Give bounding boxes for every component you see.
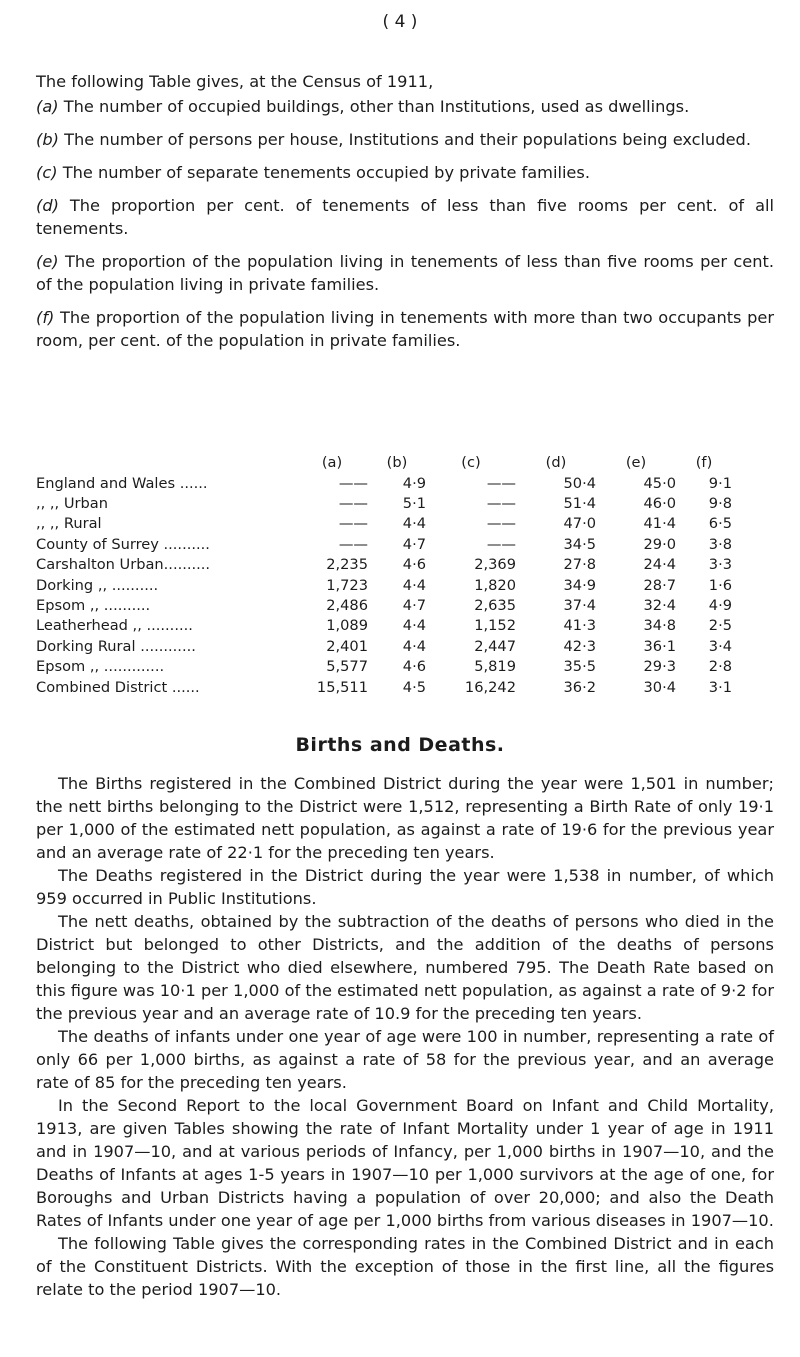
- district-name: Epsom ,, ..........: [36, 597, 151, 615]
- cell-d: 41·3: [563, 617, 596, 635]
- header-b: (b): [386, 453, 408, 471]
- cell-d: 36·2: [563, 678, 596, 696]
- cell-d: 50·4: [563, 474, 596, 492]
- cell-b: 5·1: [402, 495, 426, 513]
- cell-e: 28·7: [643, 576, 676, 594]
- table-header-row: [36, 451, 732, 473]
- cell-c: ——: [486, 515, 516, 533]
- item-text: The number of persons per house, Institutions and their populations being excluded.: [64, 130, 751, 149]
- header-district: [36, 451, 296, 473]
- cell-f: 1·6: [708, 576, 732, 594]
- cell-f: 3·4: [708, 637, 732, 655]
- cell-c: ——: [486, 495, 516, 513]
- cell-e: 32·4: [643, 597, 676, 615]
- cell-c: ——: [486, 535, 516, 553]
- item-a: [36, 95, 774, 118]
- intro-text: The following Table gives, at the Census of 1911,: [36, 72, 434, 91]
- header-e: (e): [625, 453, 647, 471]
- table-row: [36, 534, 732, 554]
- item-label: (c): [36, 163, 58, 182]
- table-row: [36, 473, 732, 493]
- item-d: [36, 194, 774, 240]
- cell-a: 15,511: [316, 678, 368, 696]
- district-name: Dorking Rural ............: [36, 637, 196, 655]
- cell-b: 4·4: [402, 617, 426, 635]
- cell-f: 3·3: [708, 556, 732, 574]
- cell-b: 4·6: [402, 658, 426, 676]
- cell-b: 4·5: [402, 678, 426, 696]
- cell-c: 16,242: [464, 678, 516, 696]
- table-row: [36, 493, 732, 513]
- item-label: (e): [36, 252, 59, 271]
- cell-d: 42·3: [563, 637, 596, 655]
- table-row: [36, 616, 732, 636]
- district-name: Combined District ......: [36, 678, 200, 696]
- paragraph: In the Second Report to the local Government Board on Infant and Child Mortality, 1913, are given Tables showing the rate of Infant Mortality under 1 year of age in 1911 and in 1907—10, and at various periods of Infancy, per 1,000 births in 1907—10, and the Deaths of Infants at ages 1-5 years in 1907—10 per 1,000 survivors at the age of one, for Boroughs and Urban Districts having a population of over 20,000; and also the Death Rates of Infants under one year of age per 1,000 births from various diseases in 1907—10.: [36, 1096, 774, 1230]
- cell-a: 2,235: [326, 556, 368, 574]
- cell-a: ——: [338, 535, 368, 553]
- cell-e: 29·3: [643, 658, 676, 676]
- item-e: [36, 250, 774, 296]
- census-table: [36, 451, 732, 697]
- cell-b: 4·9: [402, 474, 426, 492]
- item-text: The proportion of the population living in tenements with more than two occupants per room, per cent. of the population in private families.: [36, 308, 774, 350]
- cell-b: 4·4: [402, 576, 426, 594]
- cell-e: 34·8: [643, 617, 676, 635]
- cell-d: 27·8: [563, 556, 596, 574]
- cell-c: 2,635: [474, 597, 516, 615]
- header-c: (c): [461, 453, 481, 471]
- item-c: [36, 161, 774, 184]
- item-label: (f): [36, 308, 55, 327]
- cell-e: 24·4: [643, 556, 676, 574]
- cell-c: 5,819: [474, 658, 516, 676]
- cell-d: 37·4: [563, 597, 596, 615]
- cell-c: ——: [486, 474, 516, 492]
- district-name: England and Wales ......: [36, 474, 208, 492]
- item-text: The number of occupied buildings, other than Institutions, used as dwellings.: [63, 97, 690, 116]
- cell-e: 29·0: [643, 535, 676, 553]
- cell-d: 34·5: [563, 535, 596, 553]
- cell-b: 4·4: [402, 515, 426, 533]
- cell-a: ——: [338, 495, 368, 513]
- cell-c: 1,820: [474, 576, 516, 594]
- paragraph: The following Table gives the corresponding rates in the Combined District and in each of the Constituent Districts. With the exception of those in the first line, all the figures relate to the period 1907—10.: [36, 1234, 774, 1299]
- cell-d: 47·0: [563, 515, 596, 533]
- cell-f: 3·1: [708, 678, 732, 696]
- cell-c: 2,447: [474, 637, 516, 655]
- item-b: [36, 128, 774, 151]
- table-row: [36, 555, 732, 575]
- cell-f: 6·5: [708, 515, 732, 533]
- cell-f: 9·8: [708, 495, 732, 513]
- table-row: [36, 657, 732, 677]
- cell-a: 2,401: [326, 637, 368, 655]
- page-number: ( 4 ): [382, 12, 418, 32]
- cell-f: 4·9: [708, 597, 732, 615]
- item-label: (a): [36, 97, 59, 116]
- cell-e: 45·0: [643, 474, 676, 492]
- paragraph: The nett deaths, obtained by the subtraction of the deaths of persons who died in the District but belonged to other Districts, and the addition of the deaths of persons belonging to the District who died elsewhere, numbered 795. The Death Rate based on this figure was 10·1 per 1,000 of the estimated nett population, as against a rate of 9·2 for the previous year and an average rate of 10.9 for the preceding ten years.: [36, 912, 774, 1023]
- header-f: (f): [695, 453, 713, 471]
- cell-a: ——: [338, 515, 368, 533]
- district-name: ,, ,, Urban: [36, 495, 108, 513]
- header-d: (d): [545, 453, 567, 471]
- cell-d: 34·9: [563, 576, 596, 594]
- cell-a: 5,577: [326, 658, 368, 676]
- cell-a: 1,089: [326, 617, 368, 635]
- cell-f: 2·5: [708, 617, 732, 635]
- district-name: County of Surrey ..........: [36, 535, 210, 553]
- cell-e: 36·1: [643, 637, 676, 655]
- cell-b: 4·7: [402, 597, 426, 615]
- district-name: Carshalton Urban..........: [36, 556, 211, 574]
- paragraph: The Births registered in the Combined District during the year were 1,501 in number; the nett births belonging to the District were 1,512, representing a Birth Rate of only 19·1 per 1,000 of the estimated nett population, as against a rate of 19·6 for the previous year and an average rate of 22·1 for the preceding ten years.: [36, 774, 774, 862]
- header-a: (a): [321, 453, 343, 471]
- district-name: Dorking ,, ..........: [36, 576, 159, 594]
- cell-d: 35·5: [563, 658, 596, 676]
- cell-a: ——: [338, 474, 368, 492]
- item-label: (b): [36, 130, 59, 149]
- cell-b: 4·7: [402, 535, 426, 553]
- births-deaths-body: [36, 772, 774, 1301]
- district-name: ,, ,, Rural: [36, 515, 102, 533]
- intro-section: [36, 70, 774, 362]
- district-name: Epsom ,, .............: [36, 658, 165, 676]
- cell-f: 9·1: [708, 474, 732, 492]
- district-name: Leatherhead ,, ..........: [36, 617, 193, 635]
- cell-b: 4·4: [402, 637, 426, 655]
- table-row: [36, 636, 732, 656]
- table-row: [36, 595, 732, 615]
- item-text: The proportion per cent. of tenements of less than five rooms per cent. of all tenements.: [36, 196, 774, 238]
- cell-a: 1,723: [326, 576, 368, 594]
- cell-b: 4·6: [402, 556, 426, 574]
- table-row: [36, 514, 732, 534]
- cell-a: 2,486: [326, 597, 368, 615]
- item-label: (d): [36, 196, 59, 215]
- table-row: [36, 677, 732, 697]
- cell-e: 30·4: [643, 678, 676, 696]
- table-row: [36, 575, 732, 595]
- cell-d: 51·4: [563, 495, 596, 513]
- item-text: The proportion of the population living in tenements of less than five rooms per cent. of the population living in private families.: [36, 252, 774, 294]
- cell-e: 46·0: [643, 495, 676, 513]
- item-f: [36, 306, 774, 352]
- cell-e: 41·4: [643, 515, 676, 533]
- cell-c: 2,369: [474, 556, 516, 574]
- paragraph: The Deaths registered in the District during the year were 1,538 in number, of which 959 occurred in Public Institutions.: [36, 866, 774, 908]
- paragraph: The deaths of infants under one year of age were 100 in number, representing a rate of only 66 per 1,000 births, as against a rate of 58 for the previous year, and an average rate of 85 for the preceding ten years.: [36, 1027, 774, 1092]
- cell-f: 3·8: [708, 535, 732, 553]
- item-text: The number of separate tenements occupied by private families.: [62, 163, 590, 182]
- section-title: Births and Deaths.: [295, 734, 505, 756]
- cell-f: 2·8: [708, 658, 732, 676]
- cell-c: 1,152: [474, 617, 516, 635]
